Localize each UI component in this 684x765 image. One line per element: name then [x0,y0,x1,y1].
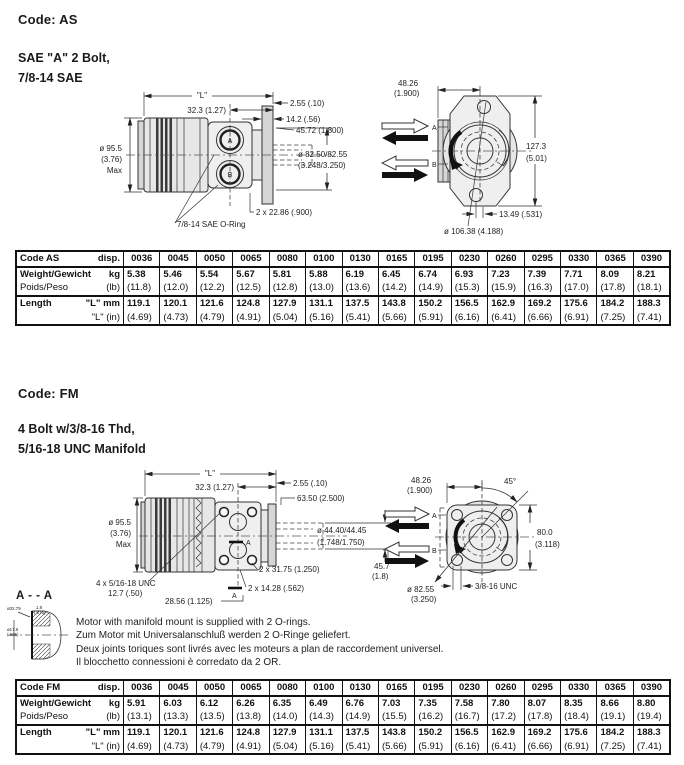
dim-bolt-circle: ø 106.38 (4.188) [444,227,504,236]
value-cell: (14.3) [306,710,342,725]
as-front-view-drawing [380,66,680,246]
value-cell: (5.41) [342,310,378,325]
value-cell: (6.41) [488,310,524,325]
value-cell: 6.26 [233,696,269,711]
dim-32-3: 32.3 (1.27) [195,483,234,492]
value-cell: (4.91) [233,310,269,325]
value-cell: (7.25) [597,310,633,325]
value-cell: 137.5 [342,296,378,311]
value-cell: 162.9 [488,296,524,311]
dim-height-line1: 127.3 [526,142,547,151]
flow-a-label: A [432,125,437,132]
value-cell: 188.3 [633,296,670,311]
value-cell: (5.04) [269,739,305,754]
table-corner-cell [16,680,124,696]
value-cell: 8.07 [524,696,560,711]
value-cell: 7.35 [415,696,451,711]
row-label-cell [16,725,124,740]
value-cell: (4.69) [124,739,160,754]
row-label-cell [16,296,124,311]
dim-id: ø17.6 [7,627,19,632]
value-cell: 131.1 [306,296,342,311]
fm-subtitle-line1: 4 Bolt w/3/8-16 Thd, [18,422,135,436]
value-cell: 175.6 [561,725,597,740]
value-cell: (6.91) [561,739,597,754]
value-cell: 143.8 [378,725,414,740]
value-cell: (5.66) [378,310,414,325]
dim-slot: 13.49 (.531) [499,210,543,219]
fm-spec-table [15,679,671,755]
disp-code: 0100 [306,680,342,696]
disp-code: 0130 [342,680,378,696]
value-cell: (6.16) [451,739,487,754]
row-label-right: kg [108,268,120,280]
row-label-cell [16,696,124,711]
note-en: Motor with manifold mount is supplied with 2 O-rings. [76,617,311,628]
table-row [16,267,670,282]
dim-body-dia-line1: ø 95.5 [99,144,122,153]
value-cell: 5.81 [269,267,305,282]
dim-shaft-line2: (1.748/1.750) [317,538,365,547]
disp-code: 0065 [233,680,269,696]
oring-notes [76,616,661,669]
table-row [16,710,670,725]
value-cell: (17.0) [561,281,597,296]
disp-code: 0036 [124,680,160,696]
as-spec-table [15,250,671,326]
value-cell: 6.49 [306,696,342,711]
dim-bolt-span-line1: 48.26 [411,476,432,485]
section-fm-heading: Code: FM [18,386,79,401]
dim-14-2: 14.2 (.56) [286,115,321,124]
value-cell: 184.2 [597,296,633,311]
value-cell: (19.4) [633,710,670,725]
disp-code: 0230 [451,251,487,267]
dim-height-line2: (5.01) [526,154,547,163]
disp-code: 0295 [524,680,560,696]
value-cell: 8.09 [597,267,633,282]
dim-28-56: 28.56 (1.125) [165,597,213,606]
port-b-label: B [227,172,233,179]
flow-arrows [385,507,446,568]
table-row [16,696,670,711]
value-cell: 6.76 [342,696,378,711]
dim-2-55: 2.55 (.10) [293,479,328,488]
motor-body [141,498,215,572]
value-cell: 6.19 [342,267,378,282]
as-subtitle-line1: SAE "A" 2 Bolt, [18,51,110,65]
table-row [16,281,670,296]
disp-code: 0260 [488,251,524,267]
dim-body-dia-line3: Max [106,166,122,175]
dim-groove-width: 1.9 [36,605,43,610]
flange-face [435,480,535,582]
value-cell: 156.5 [451,725,487,740]
dim-2-55: 2.55 (.10) [290,99,325,108]
dim-body-dia-line2: (3.76) [101,155,122,164]
dim-body-dia-line2: (3.76) [110,529,131,538]
dim-od: ø32.79 [7,606,21,611]
value-cell: (16.7) [451,710,487,725]
value-cell: (5.41) [342,739,378,754]
value-cell: (19.1) [597,710,633,725]
dim-45-72: 45.72 (1.800) [296,126,344,135]
row-label-right: (lb) [106,282,120,294]
fm-front-view-drawing [385,450,684,612]
value-cell: (14.0) [269,710,305,725]
fm-side-view-drawing [95,450,405,628]
value-cell: (5.04) [269,310,305,325]
value-cell: (12.2) [196,281,232,296]
value-cell: (7.41) [633,310,670,325]
value-cell: (12.8) [269,281,305,296]
dim-groove-width-in: (.075) [34,610,46,615]
section-aa-detail-drawing [6,604,72,666]
row-label-left: Poids/Peso [20,711,69,723]
value-cell: (5.91) [415,739,451,754]
value-cell: (6.66) [524,310,560,325]
disp-code: 0195 [415,680,451,696]
value-cell: (5.91) [415,310,451,325]
dim-bolt-span-line2: (1.900) [394,89,420,98]
table-row [16,296,670,311]
dim-14-28: 2 x 14.28 (.562) [248,584,305,593]
disp-code: 0230 [451,680,487,696]
disp-label: disp. [97,682,120,694]
disp-code: 0330 [561,251,597,267]
value-cell: (13.6) [342,281,378,296]
dim-unc-line1: 4 x 5/16-18 UNC [96,579,156,588]
table-row [16,725,670,740]
disp-code: 0050 [196,680,232,696]
dim-45-7-line2: (1.8) [372,572,389,581]
value-cell: 143.8 [378,296,414,311]
value-cell: (4.73) [160,739,196,754]
dim-body-dia-line3: Max [115,540,131,549]
table-title: Code FM [20,682,61,694]
table-title: Code AS [20,253,60,265]
value-cell: (13.5) [196,710,232,725]
value-cell: 8.21 [633,267,670,282]
value-cell: 5.54 [196,267,232,282]
disp-code: 0390 [633,680,670,696]
value-cell: 169.2 [524,725,560,740]
value-cell: 119.1 [124,725,160,740]
value-cell: 124.8 [233,296,269,311]
as-subtitle-line2: 7/8-14 SAE [18,71,83,85]
value-cell: 7.39 [524,267,560,282]
value-cell: 127.9 [269,296,305,311]
disp-code: 0080 [269,680,305,696]
row-label-cell [16,710,124,725]
row-label-left: Length [20,298,52,310]
value-cell: (14.2) [378,281,414,296]
value-cell: (13.3) [160,710,196,725]
value-cell: (18.4) [561,710,597,725]
value-cell: 175.6 [561,296,597,311]
row-label-right: kg [108,697,120,709]
dim-id-in: (.695) [7,632,19,637]
value-cell: (15.5) [378,710,414,725]
oring-groove-section [7,605,68,659]
value-cell: 7.58 [451,696,487,711]
disp-code: 0130 [342,251,378,267]
row-label-right: "L" mm [85,727,120,739]
value-cell: 6.35 [269,696,305,711]
value-cell: 5.91 [124,696,160,711]
disp-code: 0330 [561,680,597,696]
row-label-cell [16,281,124,296]
value-cell: 137.5 [342,725,378,740]
dim-pilot-line2: (3.248/3.250) [298,161,346,170]
dim-L: "L" [204,469,216,478]
dim-unc-line2: 12.7 (.50) [108,589,143,598]
value-cell: 162.9 [488,725,524,740]
value-cell: 6.45 [378,267,414,282]
disp-code: 0100 [306,251,342,267]
value-cell: (14.9) [415,281,451,296]
value-cell: (7.25) [597,739,633,754]
value-cell: (14.9) [342,710,378,725]
disp-code: 0036 [124,251,160,267]
value-cell: 7.23 [488,267,524,282]
value-cell: (12.0) [160,281,196,296]
value-cell: 6.93 [451,267,487,282]
disp-code: 0195 [415,251,451,267]
value-cell: 184.2 [597,725,633,740]
value-cell: (5.16) [306,310,342,325]
table-row [16,739,670,754]
value-cell: (13.0) [306,281,342,296]
note-it: Il blocchetto connessioni è corredato da 2 OR. [76,656,282,668]
dim-bolt-span-line1: 48.26 [398,79,419,88]
value-cell: (4.79) [196,739,232,754]
value-cell: (5.66) [378,739,414,754]
disp-label: disp. [97,253,120,265]
flange-face [432,96,532,206]
dim-pilot-line1: ø 82.55 [407,585,435,594]
table-corner-cell [16,251,124,267]
value-cell: 131.1 [306,725,342,740]
row-label-cell [16,739,124,754]
row-label-left: Weight/Gewicht [20,268,92,280]
dim-32-3: 32.3 (1.27) [187,106,226,115]
dim-pilot-line1: ø 82.50/82.55 [298,150,348,159]
section-mark-a-top: A [246,540,251,547]
value-cell: 6.74 [415,267,451,282]
value-cell: (13.1) [124,710,160,725]
value-cell: 5.38 [124,267,160,282]
section-aa-label: A - - A [16,590,53,602]
value-cell: 121.6 [196,296,232,311]
value-cell: 120.1 [160,296,196,311]
dim-width-line1: 80.0 [537,528,553,537]
disp-code: 0390 [633,251,670,267]
dim-63-50: 63.50 (2.500) [297,494,345,503]
table-header-row [16,680,670,696]
disp-code: 0045 [160,251,196,267]
dim-45-7-line1: 45.7 [374,562,390,571]
disp-code: 0295 [524,251,560,267]
value-cell: (16.2) [415,710,451,725]
disp-code: 0260 [488,680,524,696]
value-cell: (4.79) [196,310,232,325]
as-side-view-drawing [80,66,390,244]
value-cell: 150.2 [415,296,451,311]
value-cell: (4.73) [160,310,196,325]
disp-code: 0045 [160,680,196,696]
row-label-right: "L" (in) [91,311,120,323]
note-de: Zum Motor mit Universalanschluß werden 2 O-Ringe geliefert. [76,630,351,642]
value-cell: 5.67 [233,267,269,282]
value-cell: (6.41) [488,739,524,754]
flow-b-label: B [432,162,437,169]
value-cell: (7.41) [633,739,670,754]
dim-bolt-span-line2: (1.900) [407,486,433,495]
value-cell: 7.71 [561,267,597,282]
value-cell: (6.91) [561,310,597,325]
dim-shaft-line1: ø 44.40/44.45 [317,526,367,535]
value-cell: 5.46 [160,267,196,282]
port-a-label: A [227,138,233,145]
row-label-left: Weight/Gewicht [20,697,92,709]
dim-width-line2: (3.118) [535,540,560,549]
value-cell: 119.1 [124,296,160,311]
flow-b-label: B [432,548,437,555]
disp-code: 0365 [597,251,633,267]
row-label-left: Poids/Peso [20,282,69,294]
value-cell: 150.2 [415,725,451,740]
value-cell: (4.69) [124,310,160,325]
value-cell: 5.88 [306,267,342,282]
dim-body-dia-line1: ø 95.5 [108,518,131,527]
disp-code: 0365 [597,680,633,696]
value-cell: (6.66) [524,739,560,754]
disp-code: 0080 [269,251,305,267]
row-label-right: "L" (in) [91,740,120,752]
value-cell: 6.03 [160,696,196,711]
value-cell: (11.8) [124,281,160,296]
value-cell: 169.2 [524,296,560,311]
value-cell: (18.1) [633,281,670,296]
value-cell: 127.9 [269,725,305,740]
value-cell: (15.3) [451,281,487,296]
dim-port-depth: 2 x 22.86 (.900) [256,208,313,217]
value-cell: 120.1 [160,725,196,740]
disp-code: 0165 [378,251,414,267]
row-label-right: "L" mm [85,298,120,310]
value-cell: (13.8) [233,710,269,725]
dim-31-75: 2 x 31.75 (1.250) [259,565,320,574]
value-cell: 121.6 [196,725,232,740]
row-label-cell [16,267,124,282]
value-cell: 8.80 [633,696,670,711]
table-row [16,310,670,325]
value-cell: (16.3) [524,281,560,296]
dim-pilot-line2: (3.250) [411,595,437,604]
dim-angle: 45° [504,477,517,486]
value-cell: (4.91) [233,739,269,754]
value-cell: 188.3 [633,725,670,740]
value-cell: 124.8 [233,725,269,740]
value-cell: (17.8) [597,281,633,296]
dim-thread: 3/8-16 UNC [475,582,518,591]
flow-a-label: A [432,513,437,520]
row-label-left: Length [20,727,52,739]
fm-subtitle-line2: 5/16-18 UNC Manifold [18,442,146,456]
section-as-heading: Code: AS [18,12,78,27]
value-cell: (17.2) [488,710,524,725]
disp-code: 0165 [378,680,414,696]
value-cell: 6.12 [196,696,232,711]
value-cell: (5.16) [306,739,342,754]
value-cell: 7.80 [488,696,524,711]
note-fr: Deux joints toriques sont livrés avec les moteurs a plan de raccordement universel. [76,643,444,655]
row-label-right: (lb) [106,711,120,723]
value-cell: 156.5 [451,296,487,311]
dim-L: "L" [196,91,208,100]
value-cell: 7.03 [378,696,414,711]
table-header-row [16,251,670,267]
value-cell: 8.66 [597,696,633,711]
value-cell: (12.5) [233,281,269,296]
row-label-cell [16,310,124,325]
oring-callout: 7/8-14 SAE O-Ring [177,220,246,229]
section-mark-a-bottom: A [232,593,237,600]
value-cell: (6.16) [451,310,487,325]
disp-code: 0065 [233,251,269,267]
value-cell: (15.9) [488,281,524,296]
disp-code: 0050 [196,251,232,267]
value-cell: (17.8) [524,710,560,725]
value-cell: 8.35 [561,696,597,711]
